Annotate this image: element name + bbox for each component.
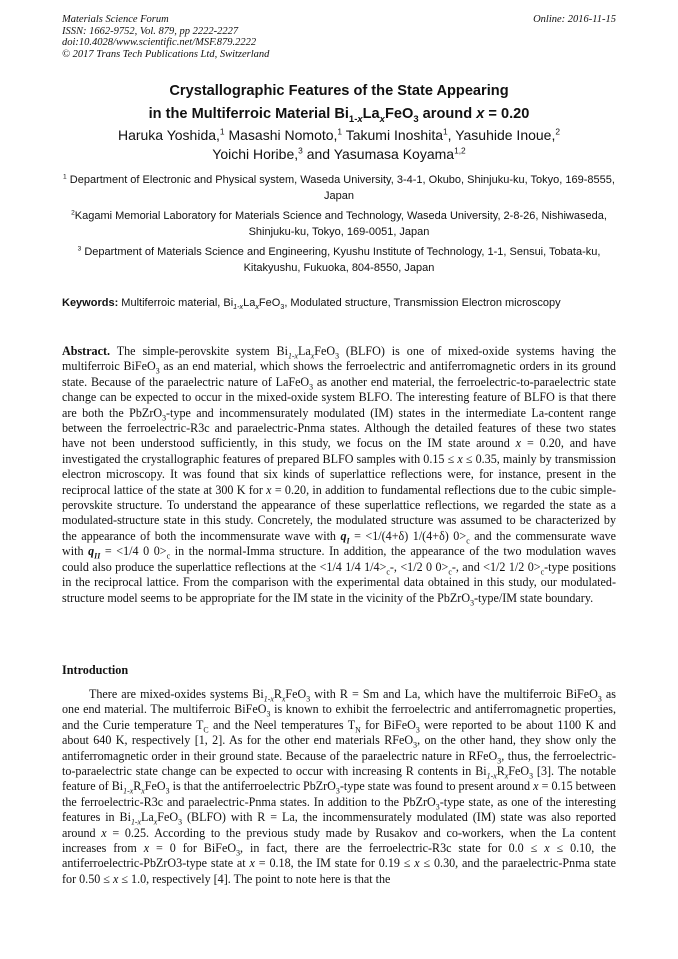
- intro-sub-text: x: [281, 694, 286, 704]
- section-heading-introduction: Introduction: [62, 663, 129, 677]
- abs-var: x: [266, 482, 272, 497]
- abs-q2: [88, 544, 101, 561]
- intro-text: -type state, as one of the interesting features in Bi: [62, 794, 616, 825]
- abs-sub-text: x: [310, 351, 315, 361]
- abs-var: x: [457, 451, 463, 466]
- author-inoue: , Yasuhide Inoue,: [447, 127, 556, 143]
- intro-sub-text: 1-x: [263, 694, 274, 704]
- intro-var: x: [249, 856, 255, 871]
- author-sup: 1,2: [454, 145, 466, 156]
- intro-text: = 0.15 between the ferroelectric-R3c and paraelectric-Pnma states. In addition to the PbZrO: [62, 779, 616, 809]
- abs-text: = 0.20, in addition to fundamental reflections due to the cubic simple-perovskite structure. To understand the appearance of these superlattice reflections, we regarded the state as a modulated-structure state in this study. Concretely, the modulated structure was assumed to be characterized by the appearance of both the incommensurate wave with: [62, 482, 616, 543]
- kw-text: Multiferroic material, Bi: [118, 297, 234, 309]
- intro-sub: C: [203, 725, 209, 735]
- introduction-paragraph: [62, 687, 616, 887]
- author-list: [40, 126, 638, 164]
- affiliation-num: 2: [71, 209, 75, 217]
- intro-text: , in fact, there are the ferroelectric-R3c state for 0.0 ≤: [240, 841, 545, 856]
- abs-sub: c: [386, 567, 390, 577]
- intro-sub: 3: [178, 817, 183, 827]
- intro-sub: 3: [597, 694, 602, 704]
- intro-var: x: [143, 841, 150, 856]
- abs-text: The simple-perovskite system Bi: [110, 344, 288, 358]
- title-la: La: [362, 106, 380, 122]
- intro-var: x: [112, 871, 119, 886]
- intro-text: R: [133, 779, 142, 794]
- intro-text: is that the antiferroelectric PbZrO: [169, 779, 336, 794]
- intro-var: x: [101, 825, 107, 840]
- abs-sub: c: [466, 536, 470, 546]
- author-line-1: [40, 126, 638, 145]
- intro-text: (BLFO) with R = La, the incommensurately modulated (IM) state was also reported around: [62, 810, 616, 840]
- journal-copyright: © 2017 Trans Tech Publications Ltd, Switzerland: [62, 48, 270, 60]
- affiliation-1: [62, 173, 616, 204]
- author-nomoto: Masashi Nomoto,: [224, 127, 338, 143]
- intro-text: for BiFeO: [360, 717, 416, 732]
- kw-sub-3: 3: [280, 303, 285, 312]
- abs-text: = 0.20, and have investigated the crystallographic features of prepared BLFO samples with 0.15 ≤: [62, 436, 616, 466]
- abs-text: -type/IM state boundary.: [474, 590, 594, 605]
- intro-text: FeO: [144, 779, 166, 794]
- abs-sub: 3: [470, 597, 474, 607]
- intro-text: -type state was found to present around: [339, 779, 534, 794]
- intro-text: FeO: [285, 687, 307, 701]
- online-date: Online: 2016-11-15: [533, 14, 616, 25]
- abs-text: FeO: [314, 344, 336, 358]
- intro-sub-text: 1-x: [123, 786, 134, 796]
- journal-doi: doi:10.4028/www.scientific.net/MSF.879.2222: [62, 37, 257, 48]
- author-sup: 2: [555, 126, 561, 137]
- abs-sub: 3: [155, 366, 160, 376]
- affiliation-text: Department of Electronic and Physical system, Waseda University, 3-4-1, Okubo, Shinjuku-ku, Tokyo, 169-8555, Japan: [66, 174, 615, 202]
- abs-text: as another end material, the ferroelectric-to-paraelectric state change can be expected to occur in the mixed-oxide system BLFO. The interesting feature of BLFO is that there are both the PbZrO: [62, 374, 616, 420]
- intro-text: FeO: [157, 810, 179, 825]
- intro-text: R: [273, 687, 282, 701]
- keywords: [62, 296, 616, 312]
- abs-text: and the commensurate wave with: [62, 528, 616, 559]
- title-line-1: Crystallographic Features of the State Appearing: [169, 83, 509, 99]
- intro-text: R: [496, 764, 505, 779]
- author-yoshida: Haruka Yoshida,: [117, 127, 220, 143]
- author-sup: 1: [443, 126, 448, 137]
- abs-q1-sub-text: I: [346, 536, 350, 546]
- intro-text: and the Neel temperatures T: [208, 717, 356, 732]
- intro-sub-text: 1-x: [486, 771, 497, 781]
- abs-sub: c: [448, 567, 452, 577]
- intro-sub: 3: [529, 771, 534, 781]
- author-sup: 1: [219, 126, 225, 137]
- intro-text: ≤ 0.10, the antiferroelectric-PbZrO3-type state at: [62, 841, 616, 871]
- journal-header: [62, 14, 616, 60]
- title-sub: [349, 114, 363, 125]
- title-sub-x: x: [357, 113, 363, 125]
- intro-var: x: [533, 779, 539, 794]
- intro-text: , thus, the ferroelectric-to-paraelectric state change can be expected to occur with increasing R contents in Bi: [62, 748, 616, 779]
- intro-text: as one end material. The multiferroic BiFeO: [62, 687, 616, 717]
- abs-text: as an end material, which shows the ferroelectric and antiferromagnetic orders in its ground state. Because of the paraelectric nature of LaFeO: [62, 359, 616, 389]
- abs-sub-text: 1-x: [287, 351, 298, 361]
- author-sup: 1: [337, 126, 343, 137]
- intro-text: = 0.18, the IM state for 0.19 ≤: [254, 856, 415, 871]
- kw-sub-2: x: [255, 303, 259, 312]
- kw-sub-1: 1-x: [233, 303, 244, 312]
- abs-q2-symbol: q: [88, 544, 95, 559]
- paper-title: [40, 80, 638, 126]
- abs-text: -type positions in the reciprocal lattice. From the comparison with the experimental data obtained in this study, our modulated-structure model seems to be appropriate for the IM state in the vicinity of the PbZrO: [62, 559, 616, 605]
- intro-text: were reported to be about 1100 K and about 640 K, respectively [1, 2]. As for the other end materials RFeO: [62, 717, 616, 748]
- title-text: in the Multiferroic Material Bi: [148, 106, 349, 122]
- intro-sub-text: x: [153, 817, 158, 827]
- intro-text: = 0.25. According to the previous study made by Rusakov and co-workers, when the La content increases from: [62, 825, 616, 856]
- keywords-label: Keywords:: [62, 297, 119, 309]
- abs-q1: [340, 528, 350, 546]
- intro-var: x: [414, 856, 420, 871]
- kw-text: , Modulated structure, Transmission Electron microscopy: [284, 297, 561, 309]
- kw-sub: [233, 303, 243, 311]
- abs-sub: c: [166, 551, 171, 561]
- title-sub-a: 1-: [348, 113, 358, 125]
- author-sup: 3: [298, 145, 303, 156]
- intro-text: There are mixed-oxides systems Bi: [89, 687, 264, 701]
- title-feo: FeO: [384, 106, 414, 122]
- intro-text: La: [141, 810, 154, 825]
- abs-sub: 3: [335, 351, 340, 361]
- kw-text: La: [243, 297, 256, 309]
- author-line-2: [40, 145, 638, 164]
- intro-sub: 3: [415, 725, 420, 735]
- title-sub-x2: x: [379, 113, 385, 125]
- intro-sub: 3: [165, 786, 170, 796]
- abs-text: -, and <1/2 1/2 0>: [451, 559, 541, 574]
- affiliation-text: Department of Materials Science and Engineering, Kyushu Institute of Technology, 1-1, Sensui, Tobata-ku, Kitakyushu, Fukuoka, 804-8550, Japan: [81, 246, 601, 274]
- intro-sub: 3: [266, 709, 271, 719]
- intro-sub: N: [355, 725, 361, 735]
- abs-var: x: [515, 436, 522, 451]
- author-horibe: Yoichi Horibe,: [212, 146, 299, 162]
- affiliation-num: 3: [77, 245, 82, 253]
- title-line-2: [40, 103, 638, 126]
- abs-sub: 3: [309, 382, 314, 392]
- abs-text: = <1/4 0 0>: [100, 544, 167, 559]
- title-x-val: = 0.20: [484, 106, 530, 122]
- abs-text: -type and incommensurately modulated (IM) states in the intermediate La-content range between the ferroelectric-R3c and paraelectric-Pnma states. Although the detailed features of these two states have not been understood sufficiently, in this study, we focus on the IM state around: [62, 405, 616, 451]
- intro-text: is known to exhibit the ferroelectric and antiferromagnetic properties, and the Curie temperature T: [62, 702, 617, 732]
- abstract-label: Abstract.: [62, 344, 111, 358]
- abs-text: (BLFO) is one of mixed-oxide systems having the multiferroic BiFeO: [62, 344, 616, 374]
- intro-text: [3]. The notable feature of Bi: [62, 764, 617, 794]
- intro-sub: 3: [236, 848, 240, 858]
- affiliation-2: [62, 209, 616, 240]
- intro-sub: 3: [306, 694, 311, 704]
- intro-sub-text: 1-x: [130, 817, 142, 827]
- abs-q2-sub-text: II: [94, 551, 101, 561]
- abs-text: = <1/(4+δ) 1/(4+δ) 0>: [349, 528, 467, 543]
- title-around: around: [418, 106, 477, 122]
- author-koyama: and Yasumasa Koyama: [302, 146, 455, 162]
- intro-sub: 3: [413, 740, 418, 750]
- abs-text: in the normal-Imma structure. In addition, the appearance of the two modulation waves could also produce the superlattice reflections at the <1/4 1/4 1/4>: [62, 544, 616, 574]
- intro-text: ≤ 1.0, respectively [4]. The point to note here is that the: [118, 871, 391, 886]
- intro-sub: 3: [497, 756, 502, 766]
- author-inoshita: Takumi Inoshita: [342, 127, 443, 143]
- kw-text: FeO: [258, 297, 281, 309]
- intro-text: , on the other hand, they show only the antiferromagnetic order in their ground state. Because of the paraelectric nature in RFeO: [62, 733, 616, 763]
- intro-var: x: [544, 841, 550, 856]
- abs-text: -, <1/2 0 0>: [389, 559, 449, 574]
- affiliation-text: Kagami Memorial Laboratory for Materials Science and Technology, Waseda University, 2-8-26, Nishiwaseda, Shinjuku-ku, Tokyo, 169-0051, Japan: [74, 210, 607, 238]
- intro-sub: 3: [435, 802, 440, 812]
- intro-text: with R = Sm and La, which have the multiferroic BiFeO: [310, 687, 598, 701]
- intro-sub-text: x: [141, 786, 145, 796]
- abs-text: ≤ 0.35, mainly by transmission electron microscopy. It was found that six kinds of superlattice reflections were, for instance, present in the reciprocal lattice of the state at 300 K for: [62, 451, 616, 497]
- intro-text: = 0 for BiFeO: [149, 841, 237, 856]
- abs-sub: 3: [162, 413, 167, 423]
- intro-sub-text: x: [504, 771, 509, 781]
- intro-text: FeO: [508, 764, 530, 779]
- abs-text: La: [297, 344, 311, 358]
- title-sub-3: 3: [413, 113, 419, 125]
- abstract: [62, 344, 616, 606]
- title-x-var: x: [476, 106, 485, 122]
- intro-sub: 3: [335, 786, 340, 796]
- affiliation-num: 1: [63, 173, 67, 181]
- journal-issn: ISSN: 1662-9752, Vol. 879, pp 2222-2227: [62, 25, 239, 37]
- abs-q1-symbol: q: [340, 528, 347, 543]
- journal-name: Materials Science Forum: [62, 14, 169, 25]
- abs-sub: c: [540, 567, 545, 577]
- intro-text: ≤ 0.30, and the paraelectric-Pnma state for 0.50 ≤: [62, 856, 617, 886]
- affiliation-3: [62, 245, 616, 276]
